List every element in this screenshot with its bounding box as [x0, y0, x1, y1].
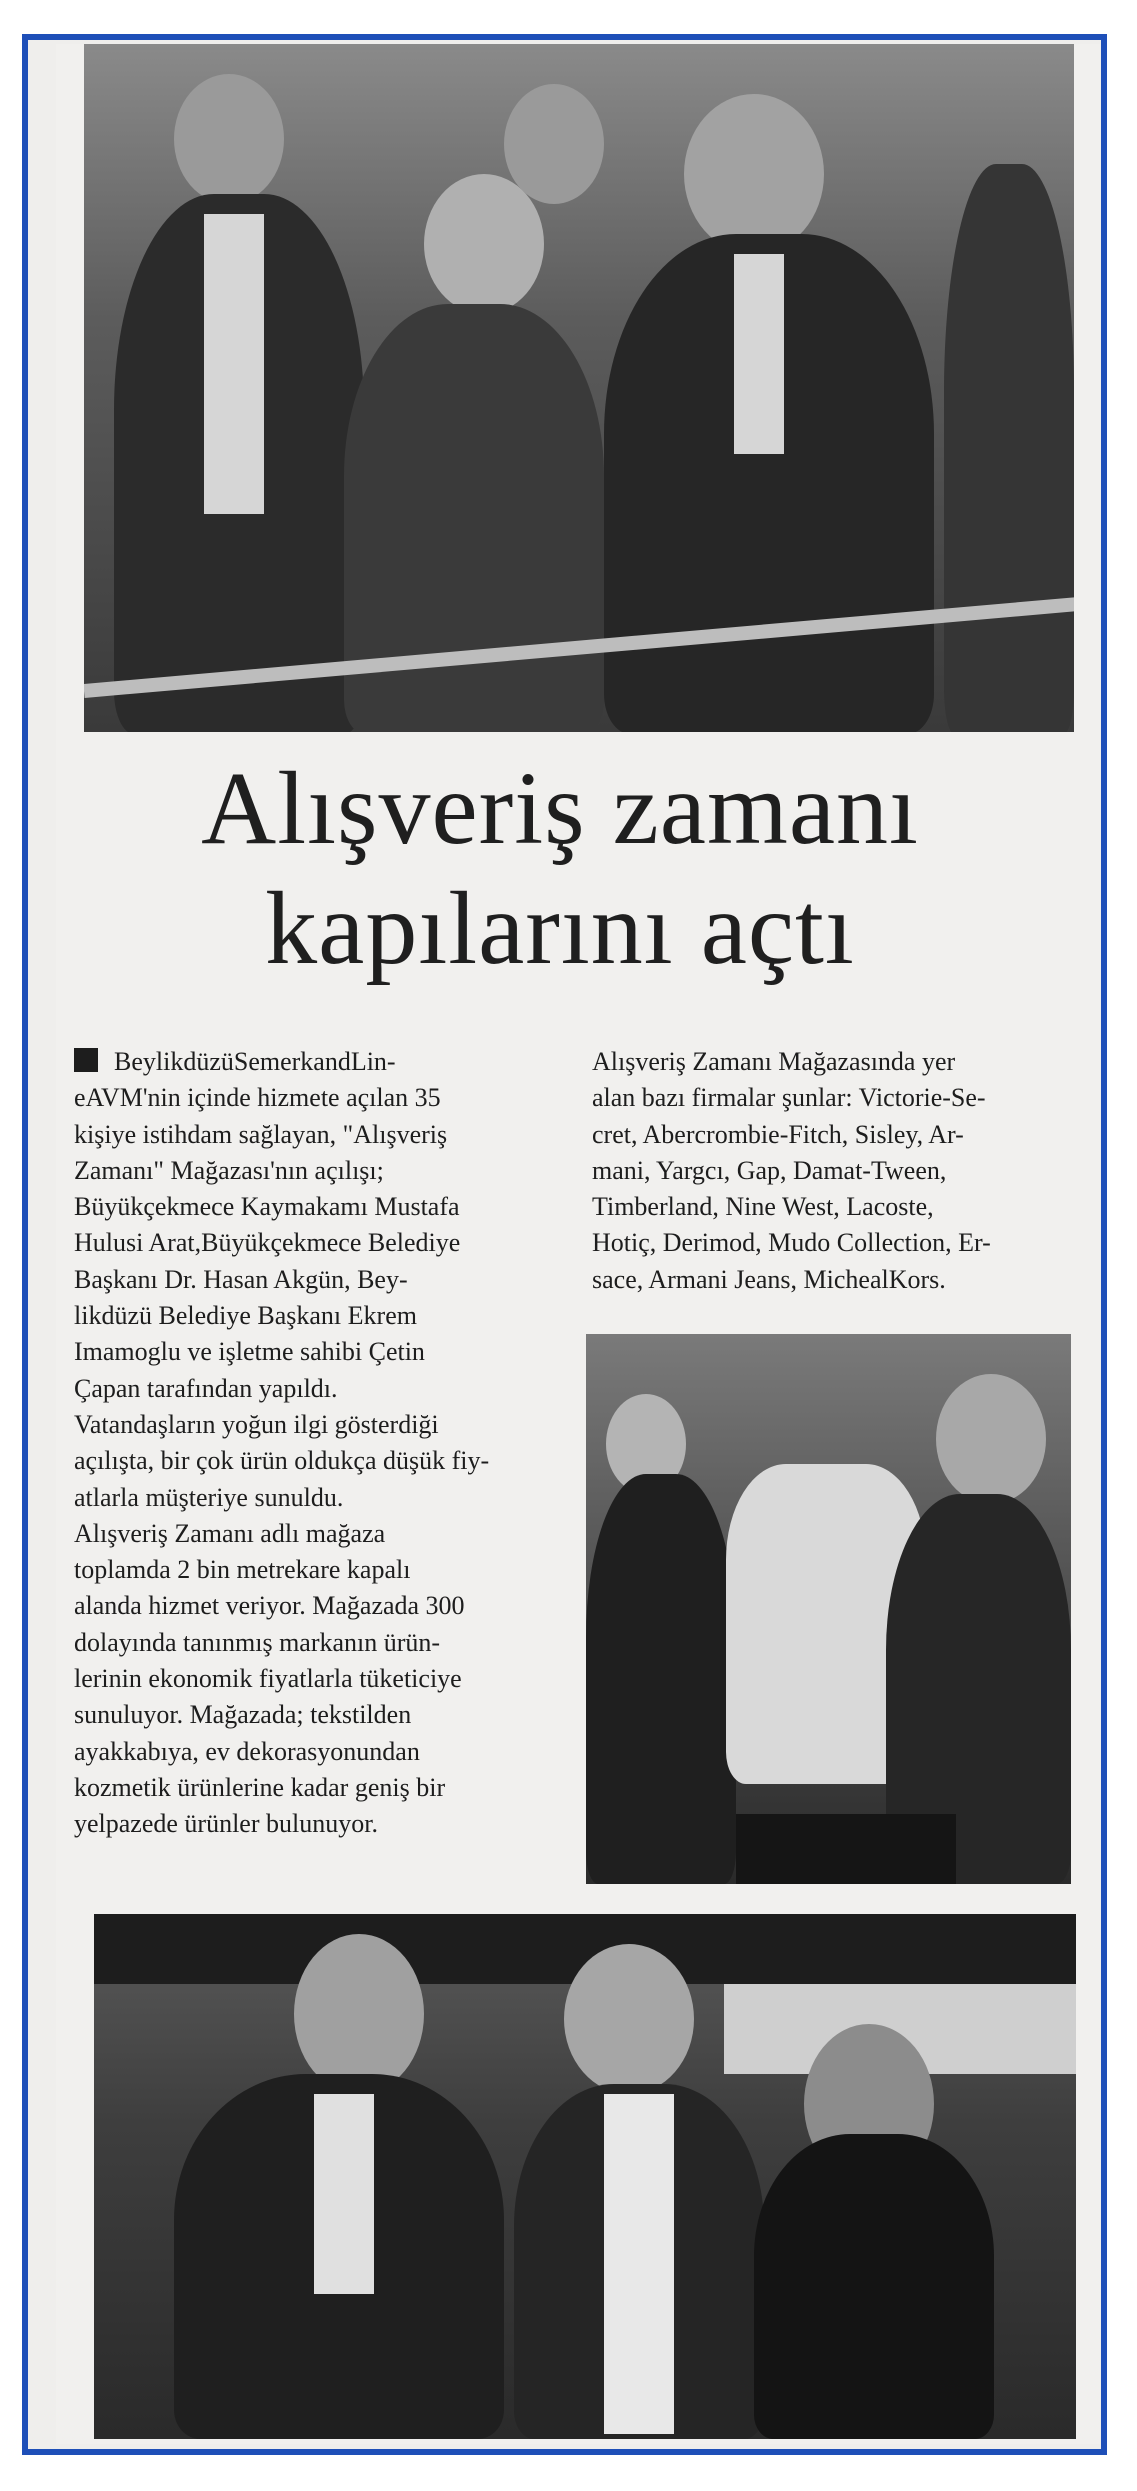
text-line: cret, Abercrombie-Fitch, Sisley, Ar-: [592, 1119, 964, 1149]
text-line: lerinin ekonomik fiyatlarla tüketiciye: [74, 1664, 462, 1694]
text-line: sace, Armani Jeans, MichealKors.: [592, 1264, 946, 1294]
bottom-photo: [94, 1914, 1076, 2439]
headline-line-2: kapılarını açtı: [265, 871, 855, 986]
newspaper-clipping: [56, 44, 1100, 2444]
text-line: Alışveriş Zamanı adlı mağaza: [74, 1518, 386, 1548]
text-line: BeylikdüzüSemerkandLin-: [74, 1044, 604, 1080]
text-line: Çapan tarafından yapıldı.: [74, 1373, 338, 1403]
text-line: Hotiç, Derimod, Mudo Collection, Er-: [592, 1228, 991, 1258]
text-line: yelpazede ürünler bulunuyor.: [74, 1809, 378, 1839]
right-column-text: [592, 1044, 1092, 1298]
text-line: mani, Yargcı, Gap, Damat-Tween,: [592, 1155, 947, 1185]
text-line: sunuluyor. Mağazada; tekstilden: [74, 1700, 412, 1730]
top-photo: [84, 44, 1074, 732]
text-line: Alışveriş Zamanı Mağazasında yer: [592, 1047, 956, 1076]
text-line: kişiye istihdam sağlayan, "Alışveriş: [74, 1119, 448, 1149]
text-line: atlarla müşteriye sunuldu.: [74, 1482, 344, 1512]
text-line: ayakkabıya, ev dekorasyonundan: [74, 1736, 420, 1766]
text-line: toplamda 2 bin metrekare kapalı: [74, 1555, 411, 1585]
headline-line-1: Alışveriş zamanı: [201, 751, 919, 866]
text-line: açılışta, bir çok ürün oldukça düşük fiy-: [74, 1446, 490, 1476]
text-line: Hulusi Arat,Büyükçekmece Belediye: [74, 1228, 461, 1258]
text-line: Vatandaşların yoğun ilgi gösterdiği: [74, 1409, 439, 1439]
left-column-text: [74, 1044, 604, 1843]
text-line: alan bazı firmalar şunlar: Victorie-Se-: [592, 1083, 986, 1113]
text-line: eAVM'nin içinde hizmete açılan 35: [74, 1083, 441, 1113]
bullet-square-icon: [74, 1048, 98, 1072]
text-line: kozmetik ürünlerine kadar geniş bir: [74, 1772, 446, 1802]
text-line: Büyükçekmece Kaymakamı Mustafa: [74, 1192, 460, 1222]
text-line: likdüzü Belediye Başkanı Ekrem: [74, 1301, 417, 1331]
text-line: dolayında tanınmış markanın ürün-: [74, 1627, 441, 1657]
text-line: Zamanı" Mağazası'nın açılışı;: [74, 1155, 384, 1185]
text-line: alanda hizmet veriyor. Mağazada 300: [74, 1591, 465, 1621]
text-line: Timberland, Nine West, Lacoste,: [592, 1192, 934, 1222]
middle-photo: [586, 1334, 1071, 1884]
text-line: Başkanı Dr. Hasan Akgün, Bey-: [74, 1264, 408, 1294]
article-headline: [80, 749, 1040, 989]
text-line: Imamoglu ve işletme sahibi Çetin: [74, 1337, 425, 1367]
